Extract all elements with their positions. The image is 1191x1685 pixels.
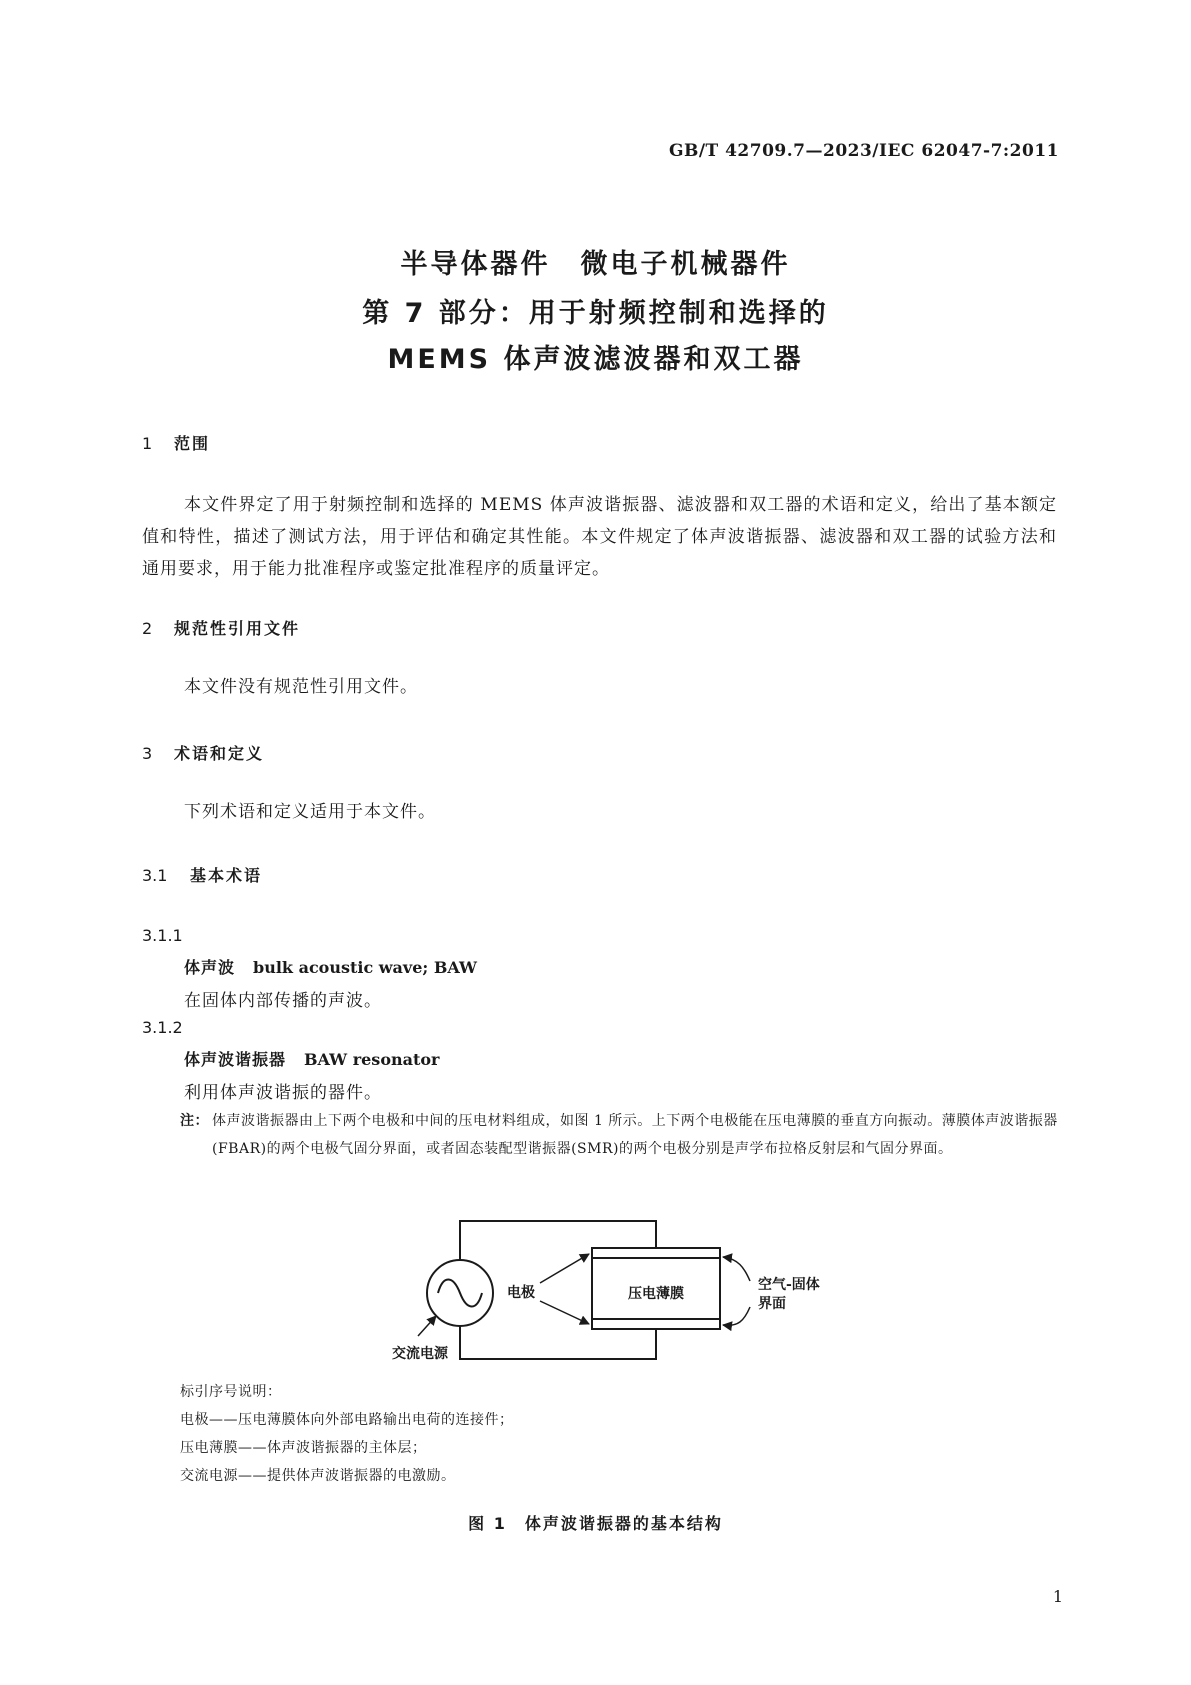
title-line-2: 第 7 部分：用于射频控制和选择的: [362, 298, 829, 329]
section-3-heading: [142, 741, 264, 764]
section-1-body: 本文件界定了用于射频控制和选择的 MEMS 体声波谐振器、滤波器和双工器的术语和定义，给出了基本额定值和特性，描述了测试方法，用于评估和确定其性能。本文件规定了体声波谐振器、滤波器和双工器的试验方法和通用要求，用于能力批准程序或鉴定批准程序的质量评定。: [142, 495, 1057, 579]
section-number: 3: [142, 744, 153, 763]
term-number: 3.1.2: [142, 1018, 183, 1037]
section-2-heading: [142, 616, 300, 639]
section-title: 基本术语: [190, 866, 263, 885]
electrode-arrows: [540, 1254, 589, 1324]
section-2-body: 本文件没有规范性引用文件。: [184, 677, 418, 697]
interface-label-line-2: 界面: [758, 1296, 786, 1312]
term-heading: [184, 955, 477, 978]
term-number: 3.1.1: [142, 926, 183, 945]
interface-label-line-1: 空气-固体: [758, 1277, 820, 1293]
title-line-1: 半导体器件 微电子机械器件: [400, 249, 791, 280]
term-zh: 体声波谐振器: [184, 1050, 287, 1069]
title-line-3: MEMS 体声波滤波器和双工器: [387, 344, 804, 375]
baw-resonator-diagram: [380, 1215, 840, 1365]
legend-title: 标引序号说明：: [180, 1384, 282, 1400]
source-label: 交流电源: [392, 1346, 448, 1362]
source-arrow: [418, 1316, 436, 1336]
section-number: 3.1: [142, 866, 168, 885]
term-definition: 利用体声波谐振的器件。: [184, 1083, 382, 1103]
term-heading: [184, 1047, 439, 1070]
section-number: 2: [142, 619, 153, 638]
note: [180, 1107, 1065, 1163]
interface-arrows: [723, 1257, 750, 1325]
term-en: bulk acoustic wave; BAW: [253, 958, 477, 977]
legend-item: 压电薄膜——体声波谐振器的主体层；: [180, 1440, 427, 1456]
section-1-heading: [142, 431, 210, 454]
term-en: BAW resonator: [304, 1050, 440, 1069]
electrode-label: 电极: [507, 1285, 535, 1301]
page-number: 1: [1052, 1587, 1063, 1606]
standard-code: GB/T 42709.7—2023/IEC 62047-7:2011: [668, 141, 1059, 161]
section-3-1-heading: [142, 863, 262, 886]
ac-source-icon: [427, 1260, 493, 1326]
section-number: 1: [142, 434, 153, 453]
figure-caption: 图 1 体声波谐振器的基本结构: [468, 1514, 723, 1533]
note-text: 体声波谐振器由上下两个电极和中间的压电材料组成，如图 1 所示。上下两个电极能在压电薄膜的垂直方向振动。薄膜体声波谐振器(FBAR)的两个电极气固分界面，或者固态装配型谐振器(SMR)的两个电极分别是声学布拉格反射层和气固分界面。: [212, 1113, 1058, 1157]
film-label: 压电薄膜: [628, 1286, 684, 1302]
figure-legend: [180, 1378, 514, 1490]
legend-item: 交流电源——提供体声波谐振器的电激励。: [180, 1468, 456, 1484]
term-zh: 体声波: [184, 958, 236, 977]
section-3-body: 下列术语和定义适用于本文件。: [184, 802, 436, 822]
term-definition: 在固体内部传播的声波。: [184, 991, 382, 1011]
section-title: 范围: [174, 434, 211, 453]
section-title: 规范性引用文件: [174, 619, 301, 638]
section-title: 术语和定义: [174, 744, 265, 763]
note-label: 注：: [180, 1113, 209, 1129]
legend-item: 电极——压电薄膜体向外部电路输出电荷的连接件；: [180, 1412, 514, 1428]
